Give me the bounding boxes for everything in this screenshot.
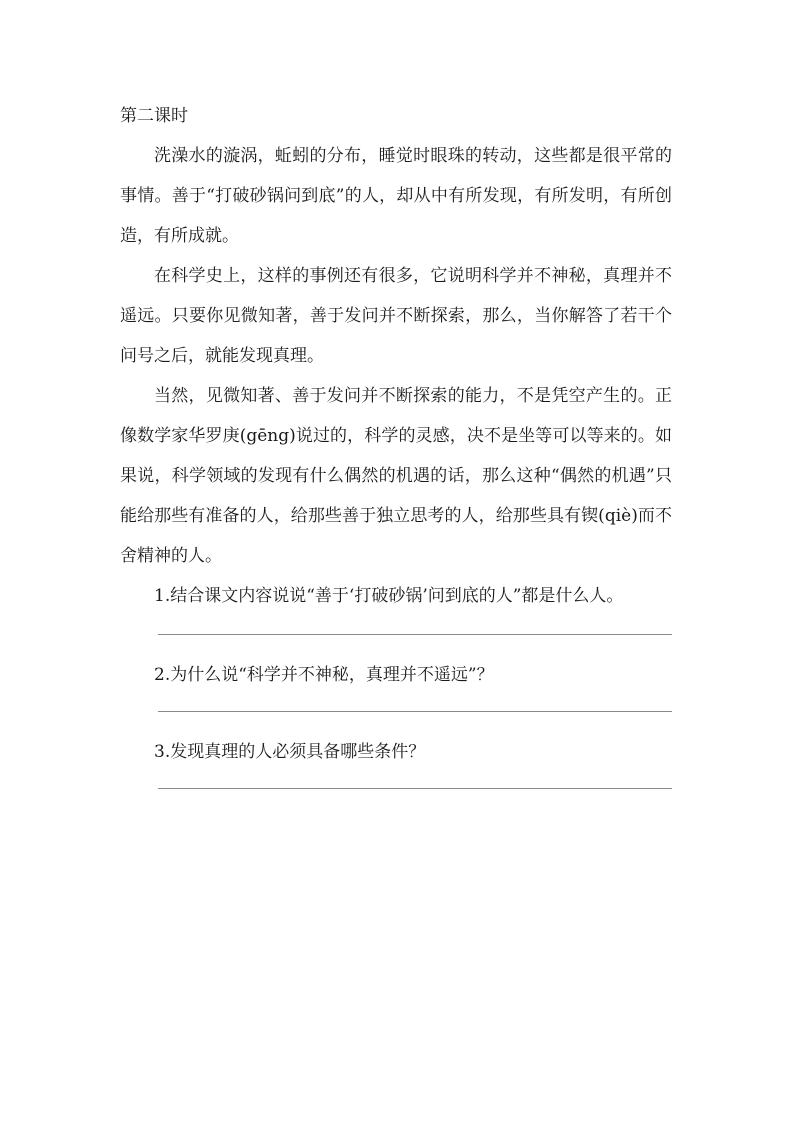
passage-paragraph-2: 在科学史上，这样的事例还有很多，它说明科学并不神秘，真理并不遥远。只要你见微知著，善于发问并不断探索，那么，当你解答了若干个问号之后，就能发现真理。 (120, 266, 672, 366)
questions-section (120, 576, 672, 789)
worksheet-page (120, 96, 672, 789)
question-1: 1.结合课文内容说说“善于‘打破砂锅’问到底的人”都是什么人。 (154, 586, 624, 606)
answer-line-3[interactable] (158, 788, 672, 789)
answer-line-1[interactable] (158, 634, 672, 635)
passage-paragraph-1: 洗澡水的漩涡，蚯蚓的分布，睡觉时眼珠的转动，这些都是很平常的事情。善于“打破砂锅问到底”的人，却从中有所发现，有所发明，有所创造，有所成就。 (120, 146, 672, 246)
reading-passage (120, 136, 672, 576)
lesson-title: 第二课时 (120, 106, 188, 126)
question-2: 2.为什么说“科学并不神秘，真理并不遥远”？ (154, 665, 494, 685)
passage-paragraph-3: 当然，见微知著、善于发问并不断探索的能力，不是凭空产生的。正像数学家华罗庚(gēng)说过的，科学的灵感，决不是坐等可以等来的。如果说，科学领域的发现有什么偶然的机遇的话，那么这种“偶然的机遇”只能给那些有准备的人，给那些善于独立思考的人，给那些具有锲(qiè)而不舍精神的人。 (120, 386, 672, 566)
question-3: 3.发现真理的人必须具备哪些条件？ (154, 742, 426, 762)
answer-line-2[interactable] (158, 711, 672, 712)
